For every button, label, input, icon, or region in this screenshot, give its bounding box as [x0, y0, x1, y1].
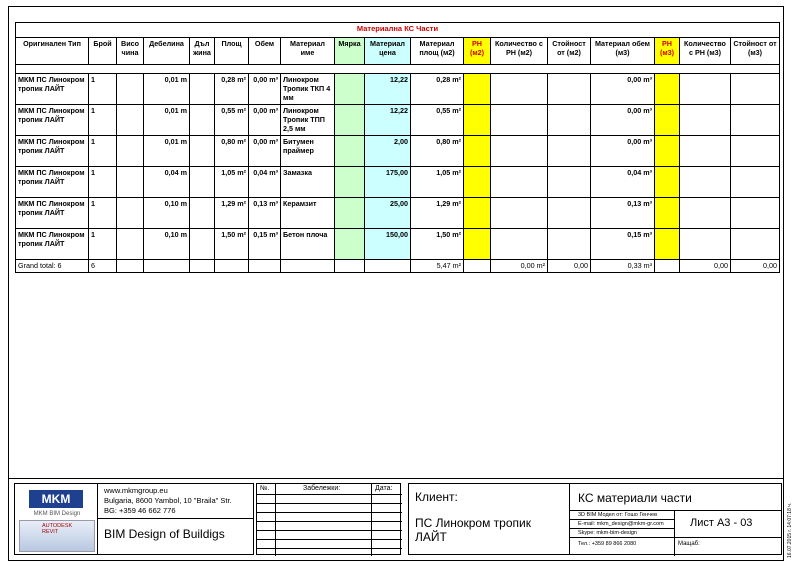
- table-cell: [117, 105, 144, 136]
- table-cell: [335, 74, 365, 105]
- table-cell: [655, 74, 680, 105]
- table-cell: [491, 136, 548, 167]
- column-header: Стойност от (м2): [548, 38, 591, 65]
- table-cell: 0,00 m³: [591, 136, 655, 167]
- table-cell: [731, 167, 780, 198]
- sheet-email: E-mail: mkm_design@mkm-gr.com: [578, 521, 664, 527]
- table-cell: 1,29 m²: [215, 198, 249, 229]
- table-cell: [655, 105, 680, 136]
- table-cell: 0,00 m³: [249, 74, 281, 105]
- column-header: Брой: [89, 38, 117, 65]
- table-cell: [335, 136, 365, 167]
- client-label: Клиент:: [415, 490, 458, 504]
- grand-total-row: [16, 260, 780, 273]
- table-cell: [731, 229, 780, 260]
- table-cell: 1,29 m²: [411, 198, 464, 229]
- table-cell: [655, 136, 680, 167]
- table-cell: 1,05 m²: [411, 167, 464, 198]
- table-cell: [680, 198, 731, 229]
- table-cell: 0,28 m²: [215, 74, 249, 105]
- sheet-tel: Тел.: +359 89 866 2080: [578, 541, 637, 547]
- table-cell: 0,10 m: [144, 229, 190, 260]
- table-cell: 0,00 m³: [591, 105, 655, 136]
- table-cell: 12,22: [365, 105, 411, 136]
- company-info: [98, 483, 254, 519]
- table-cell: МКМ ПС Линокром тропик ЛАЙТ: [16, 136, 89, 167]
- total-qty-m2: 0,00 m²: [491, 260, 548, 273]
- notes-box: [256, 483, 401, 555]
- column-header: Материал обем (м3): [591, 38, 655, 65]
- table-cell: [117, 136, 144, 167]
- table-cell: [731, 136, 780, 167]
- table-cell: МКМ ПС Линокром тропик ЛАЙТ: [16, 105, 89, 136]
- table-row: [16, 229, 780, 260]
- company-address: Bulgaria, 8600 Yambol, 10 "Braila" Str.: [104, 496, 232, 505]
- table-cell: 1: [89, 167, 117, 198]
- table-cell: 1: [89, 229, 117, 260]
- table-cell: 1,50 m²: [215, 229, 249, 260]
- table-cell: 12,22: [365, 74, 411, 105]
- table-cell: 0,01 m: [144, 136, 190, 167]
- table-cell: [680, 229, 731, 260]
- company-tagline-box: [98, 518, 254, 555]
- total-volume: 0,33 m³: [591, 260, 655, 273]
- column-header: Материал име: [281, 38, 335, 65]
- table-cell: [464, 136, 491, 167]
- table-cell: [731, 105, 780, 136]
- table-cell: 0,13 m³: [591, 198, 655, 229]
- client-project: ПС Линокром тропик ЛАЙТ: [415, 516, 531, 544]
- table-cell: [190, 198, 215, 229]
- table-cell: [464, 74, 491, 105]
- table-cell: [548, 136, 591, 167]
- column-header: Висо чина: [117, 38, 144, 65]
- column-header: Стойност от (м3): [731, 38, 780, 65]
- table-cell: [731, 198, 780, 229]
- table-row: [16, 136, 780, 167]
- sheet-model-by: 3D BIM Модел от: Гошо Генчев: [578, 512, 658, 518]
- total-label: Grand total: 6: [16, 260, 89, 273]
- table-cell: 0,04 m: [144, 167, 190, 198]
- total-area: 5,47 m²: [411, 260, 464, 273]
- table-cell: 0,28 m²: [411, 74, 464, 105]
- table-cell: [491, 105, 548, 136]
- column-header: Количество с PH (м2): [491, 38, 548, 65]
- company-tagline: BIM Design of Buildigs: [104, 527, 225, 541]
- column-header: PH (м2): [464, 38, 491, 65]
- column-header: Оригинален Тип: [16, 38, 89, 65]
- table-cell: [491, 198, 548, 229]
- table-cell: 0,15 m³: [249, 229, 281, 260]
- table-cell: [335, 167, 365, 198]
- company-phone: BG: +359 46 662 776: [104, 506, 176, 515]
- logo-subtitle: MKM BIM Design: [33, 511, 81, 517]
- table-cell: [464, 229, 491, 260]
- table-cell: 175,00: [365, 167, 411, 198]
- table-cell: [731, 74, 780, 105]
- table-cell: [491, 229, 548, 260]
- timestamp-stamp: 16.07.2015 г. 14:07:18 ч.: [787, 502, 793, 558]
- table-cell: 0,00 m³: [249, 105, 281, 136]
- table-cell: 0,01 m: [144, 105, 190, 136]
- schedule-table: [15, 22, 780, 273]
- table-cell: [680, 105, 731, 136]
- table-cell: [680, 136, 731, 167]
- table-cell: [464, 167, 491, 198]
- schedule-title: Материална КС Части: [16, 23, 780, 38]
- table-cell: [335, 105, 365, 136]
- column-header: PH (м3): [655, 38, 680, 65]
- total-qty-m3: 0,00: [680, 260, 731, 273]
- table-cell: [680, 74, 731, 105]
- table-row: [16, 167, 780, 198]
- table-cell: [491, 167, 548, 198]
- table-cell: [548, 74, 591, 105]
- table-cell: 1: [89, 198, 117, 229]
- table-cell: [117, 167, 144, 198]
- table-cell: [190, 105, 215, 136]
- table-cell: 2,00: [365, 136, 411, 167]
- schedule-header-row: [16, 38, 780, 65]
- table-cell: 0,04 m³: [591, 167, 655, 198]
- table-cell: 1,05 m²: [215, 167, 249, 198]
- table-cell: [117, 74, 144, 105]
- table-cell: 0,00 m³: [591, 74, 655, 105]
- table-cell: Керамзит: [281, 198, 335, 229]
- table-cell: 0,13 m³: [249, 198, 281, 229]
- table-cell: Замазка: [281, 167, 335, 198]
- sheet-number: Лист А3 - 03: [690, 517, 753, 529]
- table-cell: Линокром Тропик ТКП 4 мм: [281, 74, 335, 105]
- table-cell: [117, 198, 144, 229]
- total-cost-m3: 0,00: [731, 260, 780, 273]
- table-cell: [548, 198, 591, 229]
- autodesk-logo: AUTODESK REVIT: [19, 520, 95, 552]
- table-cell: МКМ ПС Линокром тропик ЛАЙТ: [16, 74, 89, 105]
- table-row: [16, 74, 780, 105]
- table-cell: [548, 229, 591, 260]
- table-cell: [491, 74, 548, 105]
- table-cell: [464, 198, 491, 229]
- table-cell: [548, 167, 591, 198]
- table-cell: 1: [89, 136, 117, 167]
- table-cell: [680, 167, 731, 198]
- table-cell: Бетон плоча: [281, 229, 335, 260]
- column-header: Обем: [249, 38, 281, 65]
- client-box: [408, 483, 570, 555]
- sheet-scale-label: Мащаб:: [678, 541, 700, 547]
- table-cell: Линокром Тропик ТПП 2,5 мм: [281, 105, 335, 136]
- table-cell: Битумен праймер: [281, 136, 335, 167]
- table-cell: 0,01 m: [144, 74, 190, 105]
- table-cell: [464, 105, 491, 136]
- table-cell: 0,80 m²: [215, 136, 249, 167]
- table-cell: 0,10 m: [144, 198, 190, 229]
- table-cell: 1: [89, 105, 117, 136]
- table-cell: [190, 167, 215, 198]
- table-cell: [190, 74, 215, 105]
- table-row: [16, 198, 780, 229]
- table-cell: [335, 198, 365, 229]
- table-cell: 0,04 m³: [249, 167, 281, 198]
- logo-box: [14, 483, 98, 555]
- table-cell: МКМ ПС Линокром тропик ЛАЙТ: [16, 167, 89, 198]
- table-cell: [655, 167, 680, 198]
- table-cell: [335, 229, 365, 260]
- table-cell: МКМ ПС Линокром тропик ЛАЙТ: [16, 198, 89, 229]
- table-cell: МКМ ПС Линокром тропик ЛАЙТ: [16, 229, 89, 260]
- sheet-info-box: [570, 483, 782, 555]
- table-cell: [655, 229, 680, 260]
- total-cost-m2: 0,00: [548, 260, 591, 273]
- sheet-skype: Skype: mkm-bim-design: [578, 530, 637, 536]
- column-header: Площ: [215, 38, 249, 65]
- column-header: Материал цена: [365, 38, 411, 65]
- table-cell: 1: [89, 74, 117, 105]
- column-header: Дебелина: [144, 38, 190, 65]
- table-cell: [190, 229, 215, 260]
- notes-no-label: №.: [260, 485, 270, 492]
- table-cell: 0,55 m²: [411, 105, 464, 136]
- table-cell: [190, 136, 215, 167]
- table-cell: [117, 229, 144, 260]
- table-row: [16, 105, 780, 136]
- column-header: Мярка: [335, 38, 365, 65]
- sheet-title: КС материали части: [578, 491, 692, 505]
- table-cell: 25,00: [365, 198, 411, 229]
- notes-date-label: Дата:: [375, 485, 393, 492]
- table-cell: 0,00 m³: [249, 136, 281, 167]
- mkm-logo: MKM: [29, 490, 83, 508]
- column-header: Дъл жина: [190, 38, 215, 65]
- table-cell: [655, 198, 680, 229]
- column-header: Количество с PH (м3): [680, 38, 731, 65]
- table-cell: 0,55 m²: [215, 105, 249, 136]
- notes-label: Забележки:: [303, 485, 341, 492]
- table-cell: 0,80 m²: [411, 136, 464, 167]
- table-cell: 150,00: [365, 229, 411, 260]
- table-cell: 1,50 m²: [411, 229, 464, 260]
- table-cell: 0,15 m³: [591, 229, 655, 260]
- company-web: www.mkmgroup.eu: [104, 486, 168, 495]
- column-header: Материал площ (м2): [411, 38, 464, 65]
- table-cell: [548, 105, 591, 136]
- total-count: 6: [89, 260, 117, 273]
